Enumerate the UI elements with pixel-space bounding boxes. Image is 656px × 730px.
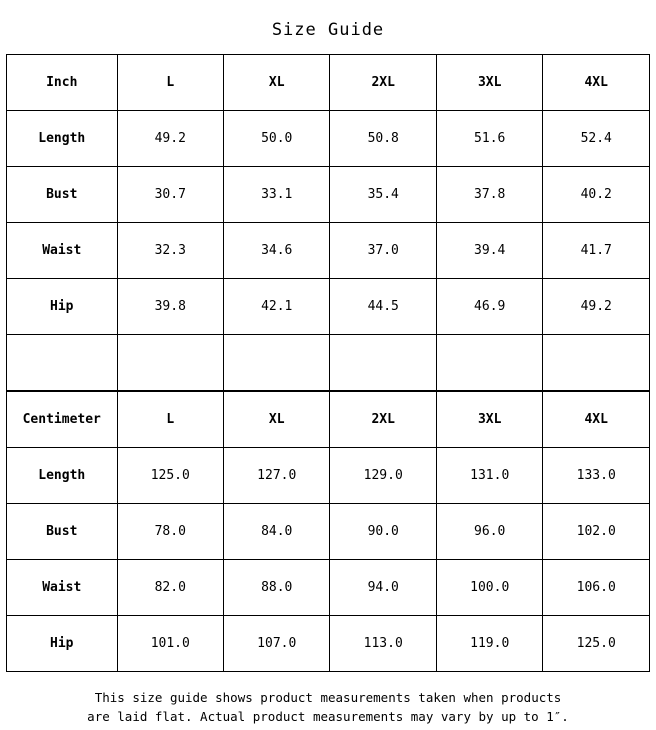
table-cell: 102.0 bbox=[543, 504, 650, 560]
table-cell: 131.0 bbox=[436, 448, 542, 504]
table-cell: 39.4 bbox=[436, 223, 542, 279]
table-row bbox=[7, 223, 650, 279]
table-row bbox=[7, 111, 650, 167]
footnote-line-1: This size guide shows product measurements taken when products bbox=[94, 690, 562, 705]
table-cell: 129.0 bbox=[330, 448, 436, 504]
table-cell: 51.6 bbox=[436, 111, 542, 167]
row-label: Length bbox=[7, 448, 118, 504]
column-header: 3XL bbox=[436, 392, 542, 448]
table-row bbox=[7, 616, 650, 672]
spacer-cell bbox=[224, 335, 330, 391]
centimeter-size-table bbox=[6, 391, 650, 672]
table-cell: 88.0 bbox=[224, 560, 330, 616]
table-cell: 37.8 bbox=[436, 167, 542, 223]
table-cell: 106.0 bbox=[543, 560, 650, 616]
row-label: Waist bbox=[7, 223, 118, 279]
unit-header-inch: Inch bbox=[7, 55, 118, 111]
table-row bbox=[7, 279, 650, 335]
column-header: 2XL bbox=[330, 392, 436, 448]
footnote bbox=[18, 672, 638, 726]
table-cell: 90.0 bbox=[330, 504, 436, 560]
table-cell: 30.7 bbox=[117, 167, 223, 223]
table-cell: 100.0 bbox=[436, 560, 542, 616]
column-header: 4XL bbox=[543, 392, 650, 448]
row-label: Hip bbox=[7, 279, 118, 335]
column-header: L bbox=[117, 55, 223, 111]
column-header: XL bbox=[224, 392, 330, 448]
column-header: 4XL bbox=[543, 55, 650, 111]
column-header: 2XL bbox=[330, 55, 436, 111]
table-cell: 41.7 bbox=[543, 223, 650, 279]
inch-size-table bbox=[6, 54, 650, 391]
table-cell: 113.0 bbox=[330, 616, 436, 672]
spacer-cell bbox=[436, 335, 542, 391]
table-row bbox=[7, 167, 650, 223]
footnote-line-2: are laid flat. Actual product measurements may vary by up to 1″. bbox=[87, 709, 569, 724]
column-header: L bbox=[117, 392, 223, 448]
table-cell: 35.4 bbox=[330, 167, 436, 223]
row-label: Waist bbox=[7, 560, 118, 616]
table-spacer-row bbox=[7, 335, 650, 391]
table-cell: 42.1 bbox=[224, 279, 330, 335]
table-cell: 49.2 bbox=[117, 111, 223, 167]
row-label: Bust bbox=[7, 504, 118, 560]
spacer-cell bbox=[117, 335, 223, 391]
table-cell: 107.0 bbox=[224, 616, 330, 672]
table-cell: 39.8 bbox=[117, 279, 223, 335]
table-cell: 46.9 bbox=[436, 279, 542, 335]
unit-header-centimeter: Centimeter bbox=[7, 392, 118, 448]
table-cell: 119.0 bbox=[436, 616, 542, 672]
table-cell: 82.0 bbox=[117, 560, 223, 616]
table-row bbox=[7, 448, 650, 504]
row-label: Bust bbox=[7, 167, 118, 223]
table-cell: 96.0 bbox=[436, 504, 542, 560]
table-cell: 125.0 bbox=[543, 616, 650, 672]
table-cell: 34.6 bbox=[224, 223, 330, 279]
row-label: Hip bbox=[7, 616, 118, 672]
spacer-cell bbox=[7, 335, 118, 391]
table-cell: 94.0 bbox=[330, 560, 436, 616]
table-cell: 49.2 bbox=[543, 279, 650, 335]
table-header-row bbox=[7, 392, 650, 448]
column-header: 3XL bbox=[436, 55, 542, 111]
table-cell: 78.0 bbox=[117, 504, 223, 560]
table-header-row bbox=[7, 55, 650, 111]
row-label: Length bbox=[7, 111, 118, 167]
spacer-cell bbox=[330, 335, 436, 391]
column-header: XL bbox=[224, 55, 330, 111]
table-cell: 133.0 bbox=[543, 448, 650, 504]
table-cell: 127.0 bbox=[224, 448, 330, 504]
table-cell: 125.0 bbox=[117, 448, 223, 504]
table-row bbox=[7, 504, 650, 560]
table-cell: 84.0 bbox=[224, 504, 330, 560]
table-cell: 33.1 bbox=[224, 167, 330, 223]
table-cell: 37.0 bbox=[330, 223, 436, 279]
table-cell: 50.8 bbox=[330, 111, 436, 167]
table-cell: 101.0 bbox=[117, 616, 223, 672]
table-cell: 52.4 bbox=[543, 111, 650, 167]
table-cell: 32.3 bbox=[117, 223, 223, 279]
table-cell: 40.2 bbox=[543, 167, 650, 223]
table-cell: 50.0 bbox=[224, 111, 330, 167]
page-title: Size Guide bbox=[271, 20, 385, 40]
table-row bbox=[7, 560, 650, 616]
spacer-cell bbox=[543, 335, 650, 391]
table-cell: 44.5 bbox=[330, 279, 436, 335]
